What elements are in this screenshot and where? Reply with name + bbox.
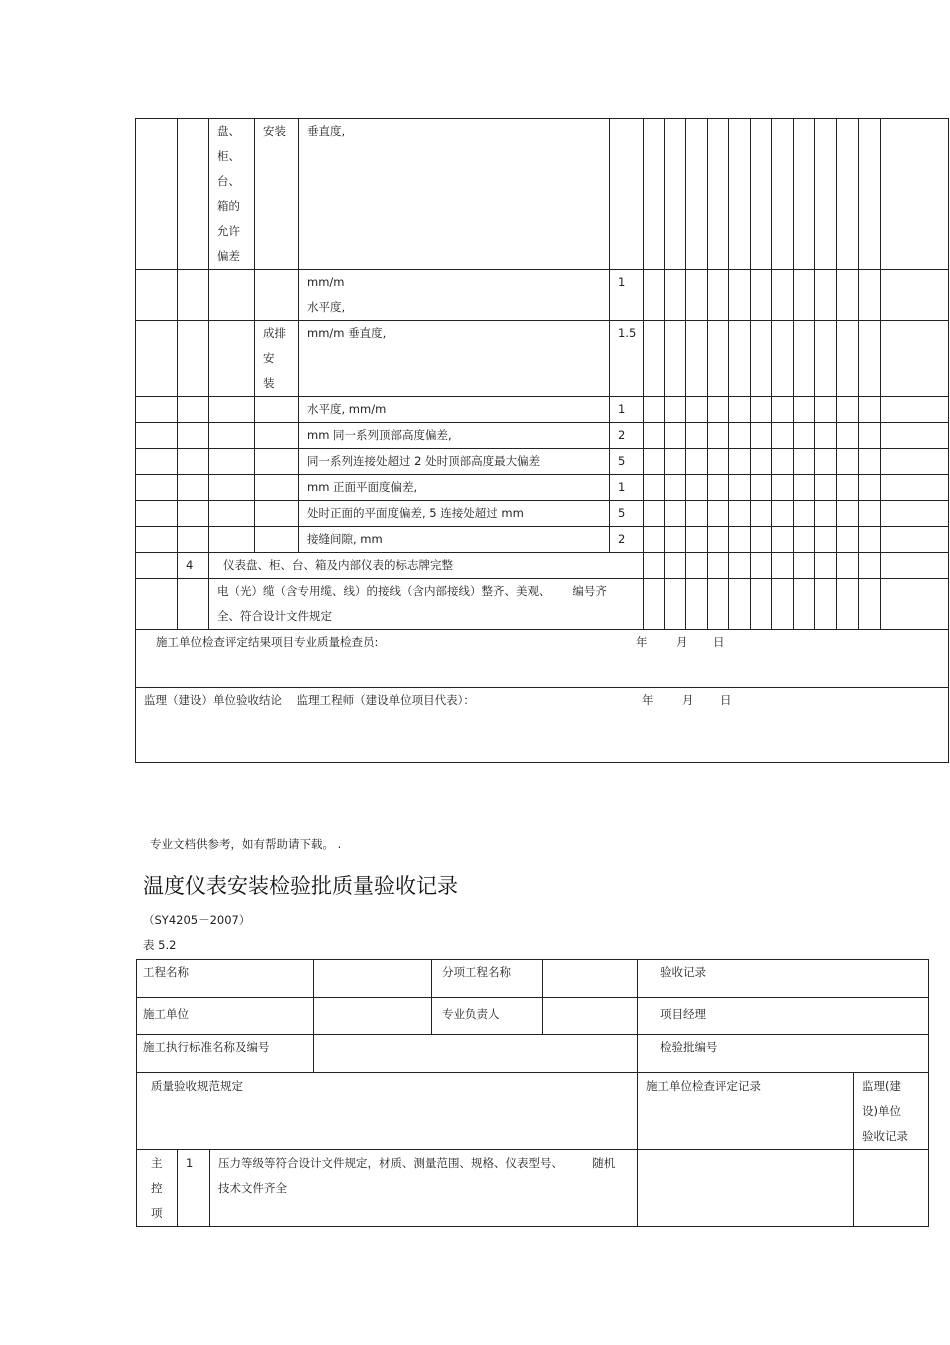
table-row [136,397,949,423]
table-row [136,270,949,321]
project-name-value [314,960,432,998]
table-row [137,960,929,998]
item-text: mm 正面平面度偏差, [299,475,610,501]
table-row [136,501,949,527]
item-text: 垂直度, [299,119,610,270]
table-row [137,1073,929,1150]
item-text: 处时正面的平面度偏差, 5 连接处超过 mm [299,501,610,527]
item-text: 电（光）缆（含专用缆、线）的接线（含内部接线）整齐、美观、 编号齐 全、符合设计文件规定 [209,579,644,630]
table-row [136,119,949,270]
sub-project-value [543,960,638,998]
supervision-column-label: 监理(建 设)单位 验收记录 [854,1073,929,1150]
group-label: 盘、 柜、 台、 箱的 允许 偏差 [209,119,255,270]
batch-install-label: 成排 安 装 [255,321,299,397]
acceptance-record-label: 验收记录 [638,960,929,998]
item-value: 1 [610,270,644,321]
table-row [137,1150,929,1227]
item-text: 仪表盘、柜、台、箱及内部仪表的标志牌完整 [209,553,644,579]
item-text: mm/m 水平度, [299,270,610,321]
date-year: 年 [642,693,654,707]
standard-name-label: 施工执行标准名称及编号 [137,1035,314,1073]
table-row [136,553,949,579]
table-number: 表 5.2 [143,938,177,952]
project-name-label: 工程名称 [137,960,314,998]
item-value: 2 [610,527,644,553]
main-control-label: 主 控 项 [137,1150,178,1227]
item-value: 2 [610,423,644,449]
table-row [136,527,949,553]
professional-lead-label: 专业负责人 [432,998,543,1035]
construction-eval-row [136,630,949,688]
item-text: 水平度, mm/m [299,397,610,423]
table-row [136,475,949,501]
table-row [137,998,929,1035]
item-text: 接缝间隙, mm [299,527,610,553]
item-number: 1 [178,1150,210,1227]
construction-eval-label: 施工单位检查评定结果项目专业质量检查员: [156,635,379,649]
item-value: 1 [610,397,644,423]
item-text: 同一系列连接处超过 2 处时顶部高度最大偏差 [299,449,610,475]
date-month: 月 [682,693,694,707]
standard-code: （SY4205－2007） [143,913,251,927]
date-year: 年 [636,635,648,649]
item-text: 压力等级等符合设计文件规定，材质、测量范围、规格、仪表型号、 随机 技术文件齐全 [210,1150,638,1227]
project-manager-label: 项目经理 [638,998,929,1035]
table-row [136,579,949,630]
item-value: 1.5 [610,321,644,397]
construction-unit-label: 施工单位 [137,998,314,1035]
inspection-form [136,959,929,1227]
item-value: 1 [610,475,644,501]
table-row [137,1035,929,1073]
item-value: 5 [610,449,644,475]
sub-project-label: 分项工程名称 [432,960,543,998]
page-title: 温度仪表安装检验批质量验收记录 [143,874,458,898]
construction-check-label: 施工单位检查评定记录 [638,1073,854,1150]
table-row [136,321,949,397]
date-day: 日 [713,635,725,649]
item-text: mm/m 垂直度, [299,321,610,397]
item-number: 4 [178,553,209,579]
date-day: 日 [720,693,732,707]
item-text: mm 同一系列顶部高度偏差, [299,423,610,449]
table-row [136,449,949,475]
batch-number-label: 检验批编号 [638,1035,929,1073]
top-table [135,118,949,763]
install-label: 安装 [255,119,299,270]
supervision-label: 监理（建设）单位验收结论 监理工程师（建设单位项目代表）： [144,693,475,707]
item-value: 5 [610,501,644,527]
footer-note: 专业文档供参考，如有帮助请下载。 . [150,837,342,851]
quality-spec-label: 质量验收规范规定 [137,1073,638,1150]
table-row [136,423,949,449]
date-month: 月 [676,635,688,649]
supervision-row [136,688,949,763]
